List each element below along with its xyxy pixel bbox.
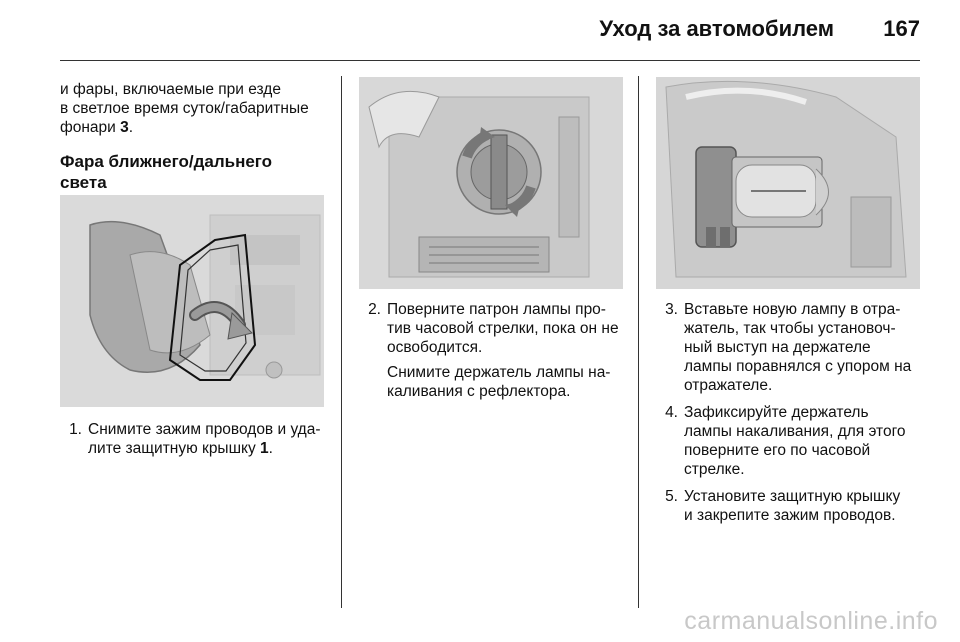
step-3: 3. Вставьте новую лампу в отра- жатель, так чтобы установоч- ный выступ на держателе лампы поравнялся с упором на отражателе. <box>656 300 926 395</box>
watermark: carmanualsonline.info <box>684 607 938 635</box>
ref-number: 3 <box>120 119 129 136</box>
step-2: 2. Поверните патрон лампы про- тив часовой стрелки, пока он не освободится. <box>359 300 629 357</box>
figure-bulb-socket-rotate <box>359 77 623 289</box>
column-3 <box>656 300 926 533</box>
column-divider <box>341 76 342 608</box>
column-1 <box>60 80 330 457</box>
bulb-insert-illustration <box>656 77 920 289</box>
step-5: 5. Установите защитную крышку и закрепите зажим проводов. <box>656 487 926 525</box>
headlamp-cover-illustration <box>60 195 324 407</box>
step-4: 4. Зафиксируйте держатель лампы накаливания, для этого поверните его по часовой стрелке. <box>656 403 926 479</box>
header-title: Уход за автомобилем <box>599 16 834 41</box>
step-number: 2. <box>368 301 381 318</box>
ref-number: 1 <box>260 440 269 457</box>
step-number: 3. <box>665 301 678 318</box>
socket-rotate-illustration <box>359 77 623 289</box>
step-1: 1. Снимите зажим проводов и уда- лите защитную крышку 1. <box>60 420 330 458</box>
figure-new-bulb-insert <box>656 77 920 289</box>
page-number: 167 <box>883 16 920 41</box>
figure-headlamp-cover <box>60 195 324 407</box>
column-2 <box>359 300 629 401</box>
step-number: 5. <box>665 488 678 505</box>
header-rule <box>60 60 920 61</box>
column-divider <box>638 76 639 608</box>
step-number: 1. <box>69 421 82 438</box>
intro-text: и фары, включаемые при езде в светлое время суток/габаритные фонари 3. <box>60 81 309 136</box>
section-heading: Фара ближнего/дальнего света <box>60 152 273 192</box>
step-2-subtext: Снимите держатель лампы на- каливания с рефлектора. <box>387 364 611 400</box>
step-number: 4. <box>665 404 678 421</box>
